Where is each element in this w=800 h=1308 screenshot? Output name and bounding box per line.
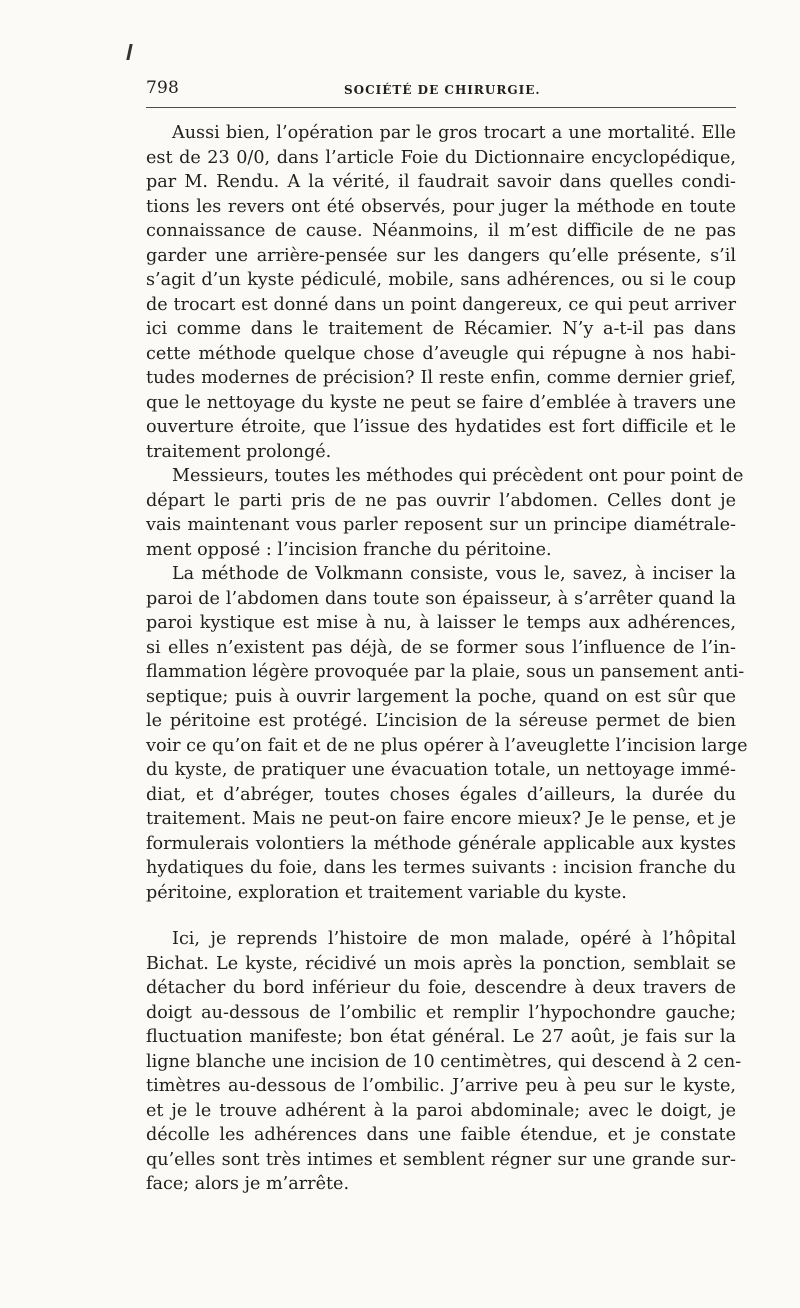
text-line: le péritoine est protégé. L’incision de la séreuse permet de bien	[146, 711, 736, 731]
article-body	[146, 121, 748, 1197]
text-line: péritoine, exploration et traitement variable du kyste.	[146, 882, 627, 903]
text-line: Bichat. Le kyste, récidivé un mois après la ponction, semblait se	[146, 953, 736, 974]
text-line: vais maintenant vous parler reposent sur un principe diamétrale-	[146, 515, 736, 535]
text-line: diat, et d’abréger, toutes choses égales d’ailleurs, la durée du	[146, 784, 736, 805]
text-line: que le nettoyage du kyste ne peut se faire d’emblée à travers une	[146, 392, 736, 413]
margin-mark	[126, 44, 132, 60]
text-line: flammation légère provoquée par la plaie, sous un pansement anti-	[146, 662, 745, 682]
text-line: tudes modernes de précision? Il reste enfin, comme dernier grief,	[146, 368, 736, 388]
text-line: voir ce qu’on fait et de ne plus opérer à l’aveuglette l’incision large	[146, 735, 748, 756]
text-line: traitement. Mais ne peut-on faire encore mieux? Je le pense, et je	[146, 809, 736, 829]
text-line: fluctuation manifeste; bon état général. Le 27 août, je fais sur la	[146, 1027, 736, 1047]
text-line: septique; puis à ouvrir largement la poche, quand on est sûr que	[146, 686, 736, 707]
text-line: paroi de l’abdomen dans toute son épaisseur, à s’arrêter quand la	[146, 588, 736, 609]
text-line: tions les revers ont été observés, pour juger la méthode en toute	[146, 196, 736, 217]
text-line: si elles n’existent pas déjà, de se former sous l’influence de l’in-	[146, 637, 736, 658]
running-head: SOCIÉTÉ DE CHIRURGIE.	[344, 83, 541, 97]
text-line: traitement prolongé.	[146, 441, 332, 462]
text-line: face; alors je m’arrête.	[146, 1174, 350, 1194]
text-line: cette méthode quelque chose d’aveugle qui répugne à nos habi-	[146, 343, 736, 364]
text-line: Aussi bien, l’opération par le gros trocart a une mortalité. Elle	[172, 123, 736, 143]
text-line: et je le trouve adhérent à la paroi abdominale; avec le doigt, je	[146, 1100, 736, 1121]
paragraph-2	[146, 464, 744, 562]
text-line: qu’elles sont très intimes et semblent régner sur une grande sur-	[146, 1149, 736, 1170]
paragraph-3	[146, 562, 748, 905]
text-line: doigt au-dessous de l’ombilic et remplir l’hypochondre gauche;	[146, 1002, 736, 1023]
text-line: Messieurs, toutes les méthodes qui précèdent ont pour point de	[172, 466, 744, 486]
paragraph-gap	[146, 905, 736, 927]
text-line: Ici, je reprends l’histoire de mon malade, opéré à l’hôpital	[172, 929, 736, 949]
text-line: La méthode de Volkmann consiste, vous le, savez, à inciser la	[172, 564, 736, 584]
text-line: timètres au-dessous de l’ombilic. J’arrive peu à peu sur le kyste,	[146, 1076, 736, 1096]
text-line: formulerais volontiers la méthode générale applicable aux kystes	[146, 833, 736, 854]
text-line: du kyste, de pratiquer une évacuation totale, un nettoyage immé-	[146, 760, 736, 780]
text-line: départ le parti pris de ne pas ouvrir l’abdomen. Celles dont je	[146, 490, 736, 511]
text-line: ligne blanche une incision de 10 centimètres, qui descend à 2 cen-	[146, 1051, 742, 1072]
text-line: décolle les adhérences dans une faible étendue, et je constate	[146, 1125, 736, 1145]
text-line: est de 23 0/0, dans l’article Foie du Dictionnaire encyclopédique,	[146, 147, 736, 168]
text-line: ment opposé : l’incision franche du péritoine.	[146, 539, 552, 560]
text-line: par M. Rendu. A la vérité, il faudrait savoir dans quelles condi-	[146, 172, 736, 192]
text-line: garder une arrière-pensée sur les dangers qu’elle présente, s’il	[146, 245, 736, 266]
text-line: hydatiques du foie, dans les termes suivants : incision franche du	[146, 858, 736, 878]
text-line: ici comme dans le traitement de Récamier. N’y a-t-il pas dans	[146, 319, 736, 339]
text-line: ouverture étroite, que l’issue des hydatides est fort difficile et le	[146, 417, 736, 437]
paragraph-1	[146, 121, 736, 464]
header-rule	[146, 107, 736, 108]
text-line: s’agit d’un kyste pédiculé, mobile, sans adhérences, ou si le coup	[146, 270, 736, 290]
text-line: paroi kystique est mise à nu, à laisser le temps aux adhérences,	[146, 613, 736, 633]
text-line: connaissance de cause. Néanmoins, il m’est difficile de ne pas	[146, 221, 736, 241]
text-line: de trocart est donné dans un point dangereux, ce qui peut arriver	[146, 294, 736, 315]
page-number: 798	[146, 78, 180, 98]
paragraph-4	[146, 927, 742, 1197]
text-line: détacher du bord inférieur du foie, descendre à deux travers de	[146, 978, 736, 998]
page-header	[146, 74, 736, 106]
